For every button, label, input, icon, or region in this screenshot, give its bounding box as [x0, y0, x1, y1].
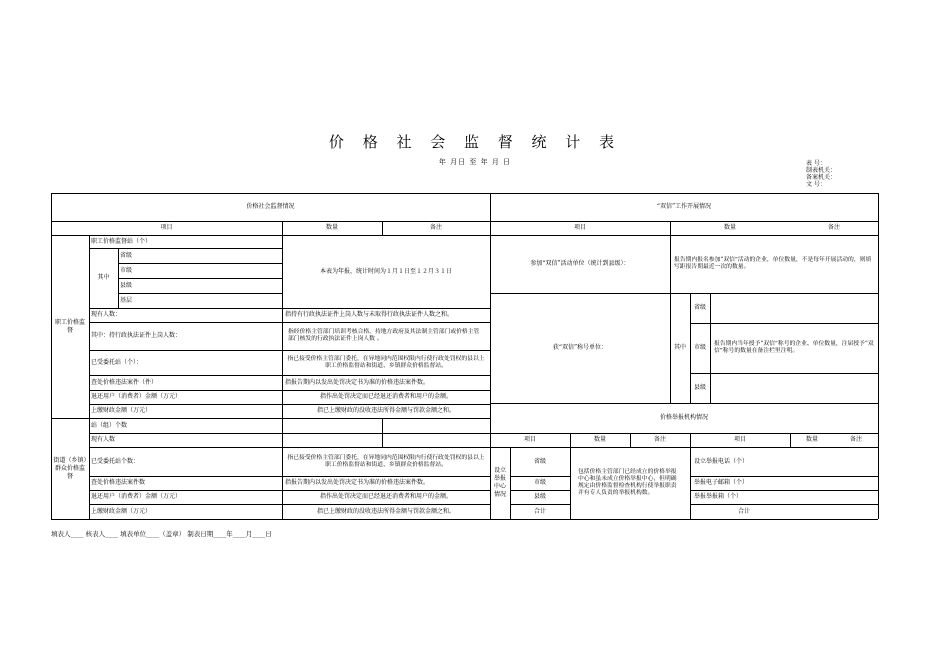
group-worker-supervision: 职工价格监督 — [54, 318, 85, 334]
rule — [51, 193, 52, 519]
participate-label: 参加“双信”活动单位（统计到县级）： — [530, 260, 630, 267]
g1-count-label: 现有人数： — [91, 311, 122, 318]
g1-cases-note: 指报告期内以发出处罚决定书为准的价格违法案件数。 — [285, 378, 430, 386]
g2-fine-label: 上缴财政金额（万元） — [91, 507, 152, 515]
g1-refund-note: 指作出处罚决定而已经退还消费者和用户的金额。 — [319, 393, 452, 400]
center-level-province: 省级 — [533, 457, 546, 465]
g1-holders-label: 其中：持行政执法证件上岗人数： — [91, 332, 182, 339]
g2-refund-note: 指作出处罚决定而已经退还消费者和用户的金额。 — [319, 493, 452, 500]
signature-footer: 填表人____ 核表人____ 填表单位____（盖章） 制表日期____年____月____日 — [51, 530, 272, 538]
report-header-item-1: 项目 — [523, 436, 536, 443]
report-section-title: 价格举报机构情况 — [659, 414, 708, 421]
g1-level-city: 市级 — [120, 266, 133, 274]
center-label: 设立举报中心情况 — [493, 467, 506, 498]
page-title: 价 格 社 会 监 督 统 计 表 — [328, 133, 622, 151]
participate-note: 报告期内报名参加“双信”活动的企业，单位数量，不是每年开展活动的，则填写距报告期最近一次的数量。 — [674, 257, 872, 270]
g1-refund-label: 退还用户（消费者）金额（万元） — [91, 393, 182, 400]
center-level-county: 县级 — [533, 493, 546, 500]
g2-entrusted-label: 已受委托站个数： — [91, 457, 140, 465]
g2-cases-note: 指报告期内以发出处罚决定书为准的价格违法案件数。 — [285, 479, 430, 486]
right-header-quantity: 数量 — [723, 224, 736, 231]
g1-level-county: 县级 — [120, 281, 133, 289]
report-period: 年 月日 至 年 月 日 — [438, 158, 512, 166]
g2-fine-note: 指已上缴财政的没收违法所得金额与罚款金额之和。 — [316, 507, 455, 515]
g2-cases-label: 查处价格违法案件数 — [91, 479, 146, 486]
honored-label: 获“双信”称号单位： — [552, 344, 608, 351]
report-header-item-2: 项目 — [733, 436, 746, 443]
report-header-remark-2: 备注 — [849, 436, 862, 443]
g1-cases-label: 查处价格违法案件（件） — [91, 378, 158, 386]
right-header-item: 项目 — [573, 224, 586, 231]
g1-fine-note: 指已上缴财政的没收违法所得金额与罚款金额之和。 — [316, 407, 455, 414]
center-note: 包括价格主管部门已经成立的价格举报中心和虽未成立价格举报中心，但明确规定由价格监督检查机构行使举报职责并有专人负责的举报机构数。 — [578, 469, 677, 496]
honored-level-province: 省级 — [693, 304, 706, 311]
right-header-remark: 备注 — [827, 224, 840, 231]
honored-level-county: 县级 — [693, 384, 706, 391]
g2-station-label: 站（组）个数 — [91, 421, 128, 429]
report-header-quantity-1: 数量 — [593, 436, 606, 443]
rule — [382, 418, 383, 447]
g2-count-label: 现有人数 — [91, 436, 116, 443]
center-level-total: 合计 — [533, 507, 546, 515]
right-section-title: “双信”工作开展情况 — [656, 203, 712, 210]
left-header-remark: 备注 — [429, 224, 442, 231]
g1-entrusted-label: 已受委托站（个）： — [91, 358, 143, 366]
g1-level-province: 省级 — [120, 251, 133, 259]
g2-entrusted-note: 指已接受价格主管部门委托，在异地同内范围权限内行使行政处罚权的县以上职工价格监督站和街道、乡镇群众价格监督站。 — [287, 454, 485, 468]
report-header-quantity-2: 数量 — [805, 436, 818, 443]
g1-level-grassroots: 基层 — [120, 296, 133, 304]
channel-box: 举报举报箱（个） — [694, 493, 743, 500]
g1-qizhong-label: 其中 — [97, 274, 110, 281]
channel-email: 举报电子邮箱（个） — [694, 479, 749, 486]
channel-phone: 设立举报电话（个） — [694, 457, 749, 465]
meta-line: 文 号： — [806, 181, 826, 188]
center-level-city: 市级 — [533, 479, 546, 486]
g1-holders-note: 指经价格主管部门培训考核合格，持地方政府及其法制主管部门或价格主管部门核发的行政执法证件上岗人数 。 — [288, 329, 480, 342]
g2-refund-label: 退还用户（消费者）金额（万元） — [91, 493, 182, 500]
honored-level-city: 市级 — [693, 344, 706, 351]
honored-note: 报告期内当年授予“双信”称号的企业、单位数量，注届授予“双信”称号的数量在备注栏里注明。 — [714, 341, 874, 354]
left-header-quantity: 数量 — [325, 224, 338, 231]
rule — [878, 193, 879, 519]
channel-total: 合计 — [737, 507, 750, 515]
g1-count-note: 指持有行政执法证件上岗人数与未取得行政执法证件人数之和。 — [285, 311, 454, 318]
annual-report-note: 本表为年报，统计时间为１月１日至１２月３１日 — [319, 267, 452, 275]
report-header-remark-1: 备注 — [653, 436, 666, 443]
left-section-title: 价格社会监督情况 — [246, 203, 295, 210]
meta-line: 制表机关： — [806, 167, 837, 174]
meta-line: 备案机关： — [806, 174, 837, 181]
left-header-item: 项目 — [160, 224, 173, 231]
honored-qizhong-label: 其中 — [673, 344, 686, 351]
rule — [51, 519, 878, 520]
g1-entrusted-note: 指已接受价格主管部门委托，在异地同内范围权限内行使行政处罚权的县以上职工价格监督站和街道、乡镇群众价格监督站。 — [287, 355, 485, 369]
g1-fine-label: 上缴财政金额（万元） — [91, 407, 152, 414]
group-street-supervision: 街道（乡镇）群众价格监督 — [53, 456, 87, 480]
g1-station-label: 职工价格监督站（个） — [91, 237, 152, 245]
meta-line: 表 号： — [806, 160, 826, 167]
